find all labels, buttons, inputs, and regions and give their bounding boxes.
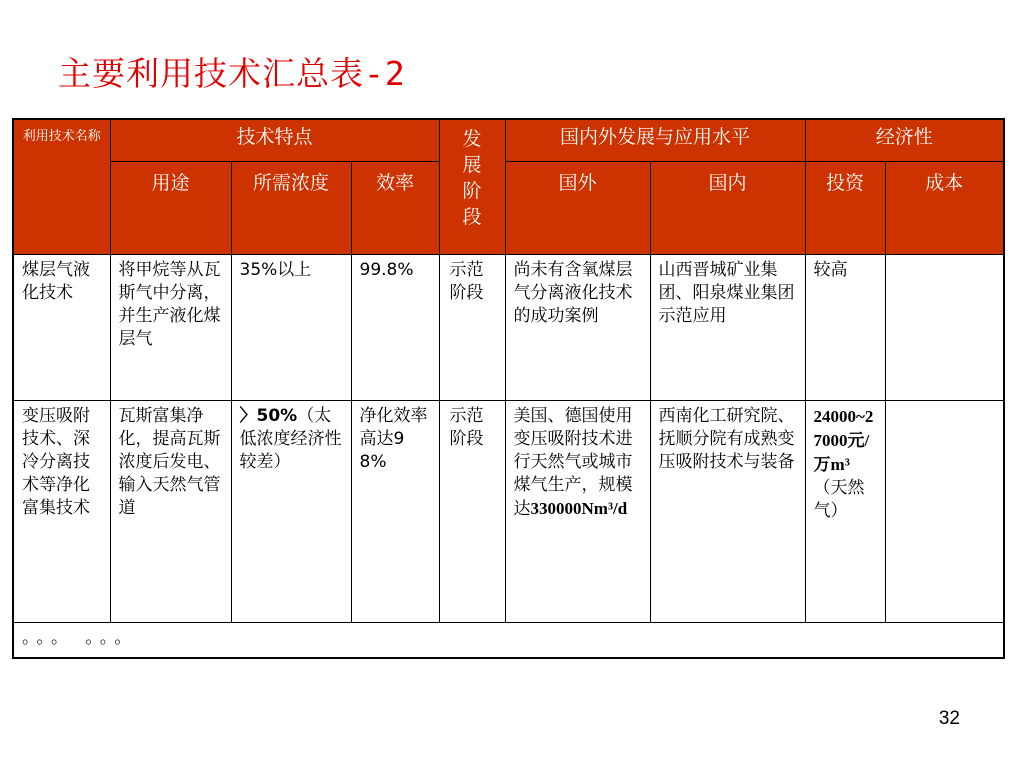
cell-name: 变压吸附技术、深冷分离技术等净化富集技术 <box>13 401 110 623</box>
investment-note: （天然气） <box>813 478 865 521</box>
cell-stage: 示范阶段 <box>439 401 505 623</box>
concentration-note: （太低浓度经济性较差） <box>239 406 342 472</box>
slide-title: 主要利用技术汇总表-2 <box>58 54 406 93</box>
cell-stage: 示范阶段 <box>439 255 505 401</box>
concentration-value: 〉50% <box>239 406 298 426</box>
table-row <box>13 401 1004 623</box>
header-development-stage: 发展阶段 <box>439 119 505 255</box>
cell-abroad <box>505 401 650 623</box>
cell-efficiency: 99.8% <box>351 255 439 401</box>
abroad-text: 美国、德国使用变压吸附技术进行天然气或城市煤气生产，规模达 <box>513 406 633 519</box>
cell-efficiency: 净化效率高达98% <box>351 401 439 623</box>
header-technology-name: 利用技术名称 <box>13 119 110 255</box>
cell-investment <box>805 401 885 623</box>
cell-abroad: 尚未有含氧煤层气分离液化技术的成功案例 <box>505 255 650 401</box>
header-technology-features: 技术特点 <box>110 119 439 162</box>
table-row-ellipsis <box>13 623 1004 659</box>
page-number: 32 <box>938 708 960 729</box>
header-cost: 成本 <box>885 162 1004 255</box>
header-efficiency: 效率 <box>351 162 439 255</box>
ellipsis-text: 。。。 。。。 <box>13 623 1004 659</box>
cell-use: 瓦斯富集净化，提高瓦斯浓度后发电、输入天然气管道 <box>110 401 231 623</box>
header-required-concentration: 所需浓度 <box>231 162 351 255</box>
abroad-scale-value: 330000Nm³/d <box>530 499 628 518</box>
cell-domestic: 山西晋城矿业集团、阳泉煤业集团示范应用 <box>650 255 805 401</box>
investment-value: 24000~27000元/万m³ <box>813 407 874 474</box>
header-abroad: 国外 <box>505 162 650 255</box>
cell-concentration <box>231 401 351 623</box>
header-use: 用途 <box>110 162 231 255</box>
header-domestic: 国内 <box>650 162 805 255</box>
table-row <box>13 255 1004 401</box>
header-application-level: 国内外发展与应用水平 <box>505 119 805 162</box>
header-economics: 经济性 <box>805 119 1004 162</box>
cell-name: 煤层气液化技术 <box>13 255 110 401</box>
cell-concentration: 35%以上 <box>231 255 351 401</box>
cell-cost <box>885 255 1004 401</box>
cell-investment: 较高 <box>805 255 885 401</box>
cell-cost <box>885 401 1004 623</box>
header-investment: 投资 <box>805 162 885 255</box>
cell-use: 将甲烷等从瓦斯气中分离，并生产液化煤层气 <box>110 255 231 401</box>
cell-domestic: 西南化工研究院、抚顺分院有成熟变压吸附技术与装备 <box>650 401 805 623</box>
technology-summary-table <box>12 118 1005 659</box>
